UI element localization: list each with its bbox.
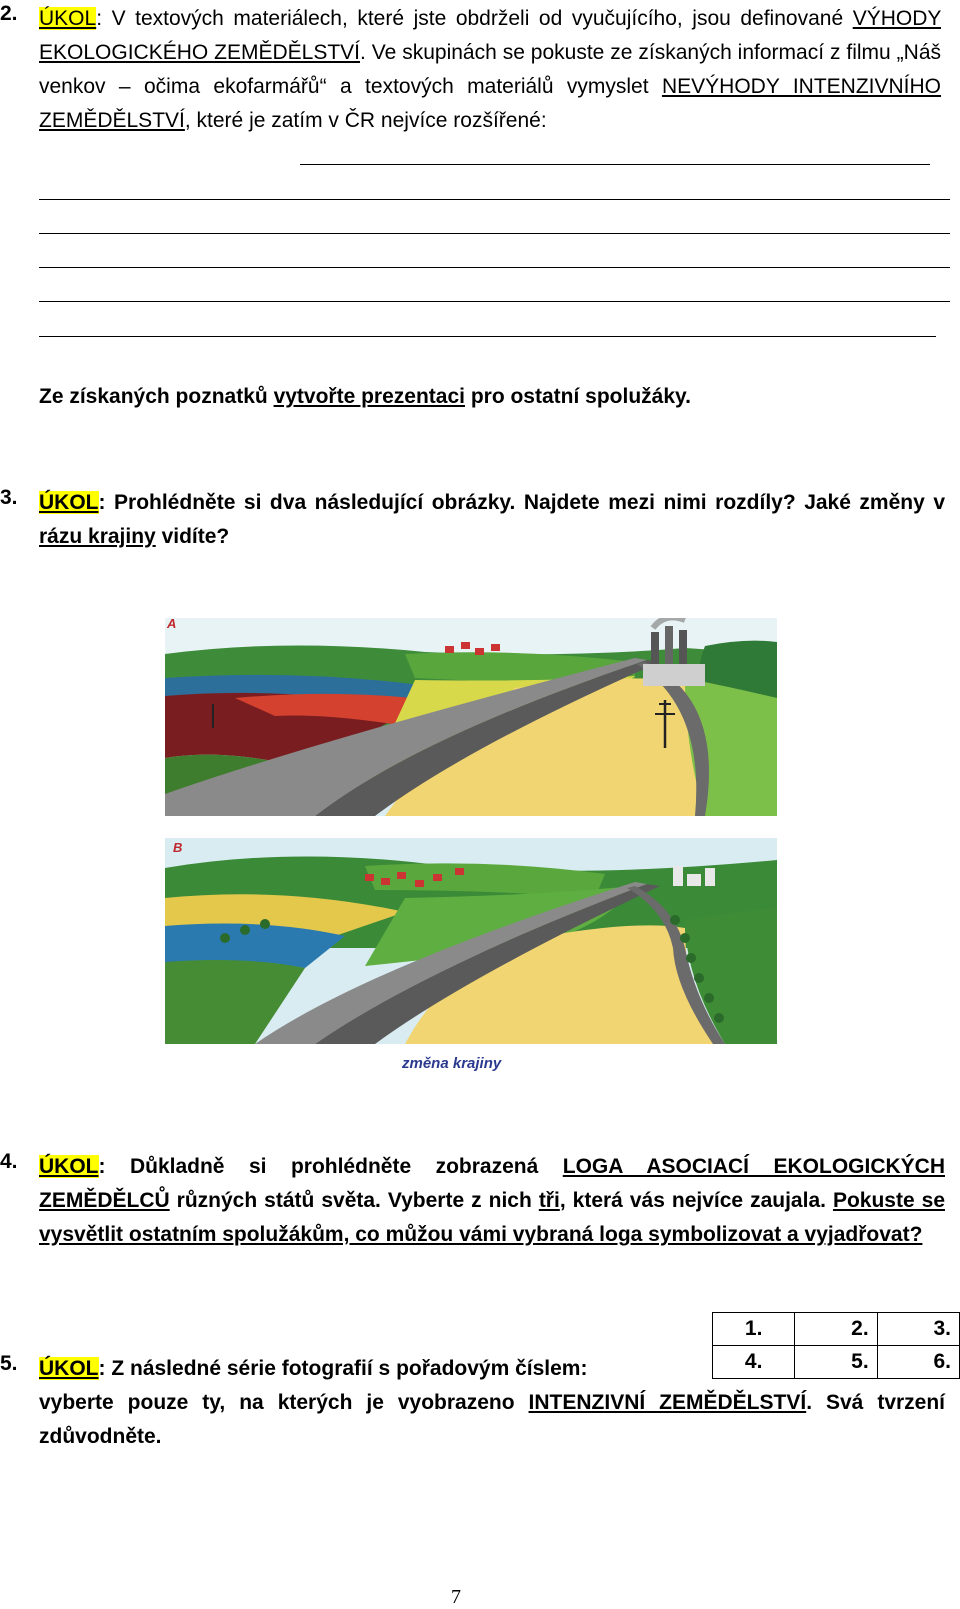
task4-text-3: , která vás nejvíce zaujala.	[559, 1189, 833, 1212]
presentation-text-1: Ze získaných poznatků	[39, 385, 274, 408]
photo-number-grid	[712, 1312, 960, 1379]
presentation-link: vytvořte prezentaci	[273, 385, 465, 408]
task5-text-line2	[39, 1386, 945, 1454]
answer-line-1[interactable]	[300, 164, 930, 165]
task3-ukol: ÚKOL	[39, 491, 99, 514]
task4-text	[39, 1150, 945, 1252]
task4-tri: tři	[538, 1189, 560, 1212]
task2-text-1: : V textových materiálech, které jste obdrželi od vyučujícího, jsou definované	[96, 7, 853, 30]
task4-text-2: různých států světa. Vyberte z nich	[169, 1189, 539, 1212]
page-number: 7	[451, 1586, 461, 1608]
task5-ukol: ÚKOL	[39, 1357, 99, 1380]
task2-number: 2.	[0, 2, 18, 25]
presentation-text-2: pro ostatní spolužáky.	[464, 385, 691, 408]
image-caption: změna krajiny	[402, 1055, 502, 1072]
task3-raz: rázu krajiny	[39, 525, 156, 548]
task2-text-3: , které je zatím v ČR nejvíce rozšířené:	[184, 109, 547, 132]
task2-text	[39, 2, 941, 138]
answer-line-4[interactable]	[39, 267, 950, 268]
task4-text-4: Pokuste se vysvětlit ostatním spolužákům, co můžou vámi vybraná loga symbolizovat a vyjadřovat?	[39, 1189, 945, 1246]
image-a-label: A	[167, 618, 177, 631]
task2-vyhody: VÝHODY	[852, 7, 941, 30]
answer-line-2[interactable]	[39, 199, 950, 200]
task2-nevyhody: NEVÝHODY INTENZIVNÍHO ZEMĚDĚLSTVÍ	[39, 75, 942, 132]
task4-number: 4.	[0, 1150, 18, 1173]
task5-text-1: : Z následné série fotografií s pořadovým číslem:	[98, 1357, 588, 1380]
task3-text	[39, 486, 945, 554]
grid-cell: 4.	[713, 1346, 795, 1379]
landscape-image-a	[165, 618, 777, 816]
grid-cell: 3.	[877, 1313, 959, 1346]
task4-text-1: : Důkladně si prohlédněte zobrazená	[98, 1155, 563, 1178]
task4-loga: LOGA ASOCIACÍ EKOLOGICKÝCH ZEMĚDĚLCŮ	[39, 1155, 945, 1212]
grid-cell: 5.	[795, 1346, 877, 1379]
task5-text-line1	[39, 1352, 719, 1386]
task2-ukol: ÚKOL	[39, 7, 97, 30]
task3-text-2: vidíte?	[155, 525, 230, 548]
image-b-label: B	[173, 840, 183, 855]
task2-eko: EKOLOGICKÉHO ZEMĚDĚLSTVÍ	[39, 41, 360, 64]
task5-intenzivni: INTENZIVNÍ ZEMĚDĚLSTVÍ	[528, 1391, 807, 1414]
grid-row-2	[713, 1346, 960, 1379]
task5-text-2: vyberte pouze ty, na kterých je vyobrazeno	[39, 1391, 529, 1414]
grid-cell: 1.	[713, 1313, 795, 1346]
task4-ukol: ÚKOL	[39, 1155, 99, 1178]
task3-text-1: : Prohlédněte si dva následující obrázky. Najdete mezi nimi rozdíly? Jaké změny v	[98, 491, 945, 514]
grid-row-1	[713, 1313, 960, 1346]
task5-text-3: . Svá tvrzení zdůvodněte.	[39, 1391, 946, 1448]
answer-line-6[interactable]	[39, 336, 936, 337]
grid-cell: 2.	[795, 1313, 877, 1346]
grid-cell: 6.	[877, 1346, 959, 1379]
landscape-image-b	[165, 838, 777, 1044]
answer-line-5[interactable]	[39, 301, 950, 302]
presentation-instruction	[39, 380, 939, 414]
task2-text-2: . Ve skupinách se pokuste ze získaných informací z filmu „Náš venkov – očima ekofarmářů“ a textových materiálů vymyslet	[39, 41, 941, 98]
answer-line-3[interactable]	[39, 233, 950, 234]
task5-number: 5.	[0, 1352, 18, 1375]
task3-number: 3.	[0, 486, 18, 509]
